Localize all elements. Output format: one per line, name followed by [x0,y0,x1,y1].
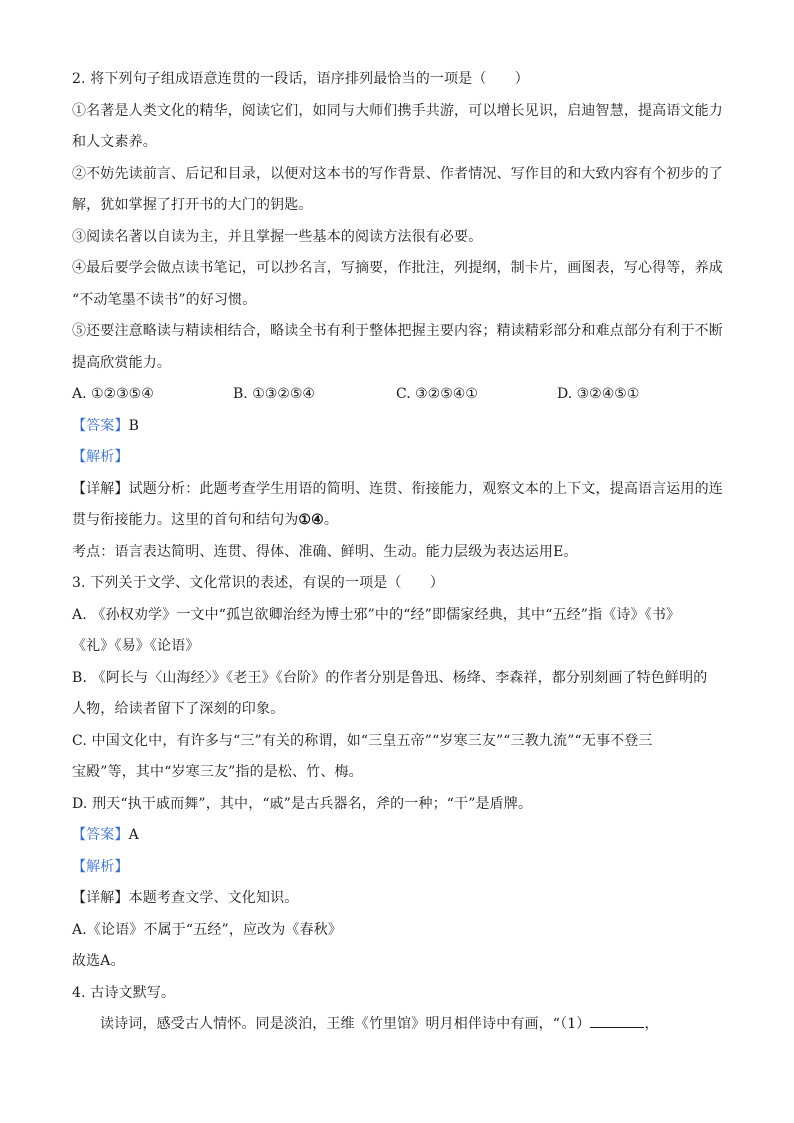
q2-sentence-5a: ⑤还要注意略读与精读相结合，略读全书有利于整体把握主要内容；精读精彩部分和难点部分有利于不断 [72,323,723,339]
q3-analysis [72,852,724,884]
q2-analysis [72,442,724,474]
q4-line-1-end: ， [644,1016,659,1032]
q2-sentence-2b: 解，犹如掌握了打开书的大门的钥匙。 [72,197,313,213]
q2-option-b: B. ①③②⑤④ [233,386,315,402]
q3-answer [72,820,724,852]
q2-detail-text-a: 试题分析：此题考查学生用语的简明、连贯、衔接能力，观察文本的上下文，提高语言运用的连 [128,480,723,497]
document-page [72,64,724,1041]
q3-detail [72,883,724,915]
q2-sentence-1a: ①名著是人类文化的精华，阅读它们，如同与大师们携手共游，可以增长见识，启迪智慧，提高语文能力 [72,102,723,119]
q3-stem: 3. 下列关于文学、文化常识的表述，有误的一项是（ ） [72,575,445,591]
answer-tag: 【答案】 [72,417,129,434]
q2-stem: 2. 将下列句子组成语意连贯的一段话，语序排列最恰当的一项是（ ） [72,71,529,87]
q3-detail-text: 本题考查文学、文化知识。 [128,890,299,906]
q3-option-c-2: 宝殿”等，其中“岁寒三友”指的是松、竹、梅。 [72,764,363,780]
q3-detail-2: A.《论语》不属于“五经”，应改为《春秋》 [72,921,343,938]
q2-detail-bold: ①④ [298,512,324,528]
q3-option-a-2: 《礼》《易》《论语》 [72,638,200,654]
q2-kaodian: 考点：语言表达简明、连贯、得体、准确、鲜明、生动。能力层级为表达运用E。 [72,543,578,560]
analysis-tag: 【解析】 [72,449,129,465]
q4-line-1 [72,1009,724,1041]
q2-option-d: D. ③②④⑤① [557,386,640,402]
q3-option-b-1: B. 《阿长与〈山海经〉》《老王》《台阶》的作者分别是鲁迅、杨绛、李森祥，都分别刻画了特色鲜明的 [72,669,708,686]
q3-option-b-2: 人物，给读者留下了深刻的印象。 [72,701,285,717]
fill-blank-1[interactable] [590,1013,644,1028]
q2-options [72,379,724,411]
q2-sentence-1b: 和人文素养。 [72,134,157,150]
q2-detail-text-b1: 贯与衔接能力。这里的首句和结句为 [72,512,299,528]
q2-answer-value: B [128,417,140,434]
q3-option-c-1: C. 中国文化中，有许多与“三”有关的称谓，如“三皇五帝”“岁寒三友”“三教九流”“无事不登三 [72,732,653,749]
answer-tag: 【答案】 [72,827,129,843]
q2-detail-b [72,505,724,537]
analysis-tag: 【解析】 [72,858,129,875]
q2-option-c: C. ③②⑤④① [396,386,478,402]
q3-answer-value: A [128,827,139,843]
q2-sentence-5b: 提高欣赏能力。 [72,354,172,371]
q2-detail-text-b2: 。 [323,512,338,528]
q4-stem: 4. 古诗文默写。 [72,984,176,1001]
q3-conclusion: 故选A。 [72,953,125,969]
detail-tag: 【详解】 [72,890,129,906]
q2-detail-a [72,474,724,506]
detail-tag: 【详解】 [72,480,129,497]
q3-option-a-1: A. 《孙权劝学》一文中“孤岂欲卿治经为博士邪”中的“经”即儒家经典，其中“五经”指《诗》《书》 [72,606,681,623]
q2-option-a: A. ①②③⑤④ [72,386,154,402]
q2-sentence-4a: ④最后要学会做点读书笔记，可以抄名言，写摘要，作批注，列提纲，制卡片，画图表，写心得等，养成 [72,260,723,276]
q2-answer [72,411,724,443]
q2-sentence-2a: ②不妨先读前言、后记和目录，以便对这本书的写作背景、作者情况、写作目的和大致内容有个初步的了 [72,165,723,182]
q2-sentence-3: ③阅读名著以自读为主，并且掌握一些基本的阅读方法很有必要。 [72,228,483,245]
q3-option-d: D. 刑天“执干戚而舞”，其中，“戚”是古兵器名，斧的一种；“干”是盾牌。 [72,795,533,812]
q2-sentence-4b: “不动笔墨不读书”的好习惯。 [72,291,257,308]
q4-line-1-text: 读诗词，感受古人情怀。同是淡泊，王维《竹里馆》明月相伴诗中有画，“（1） [100,1016,591,1032]
